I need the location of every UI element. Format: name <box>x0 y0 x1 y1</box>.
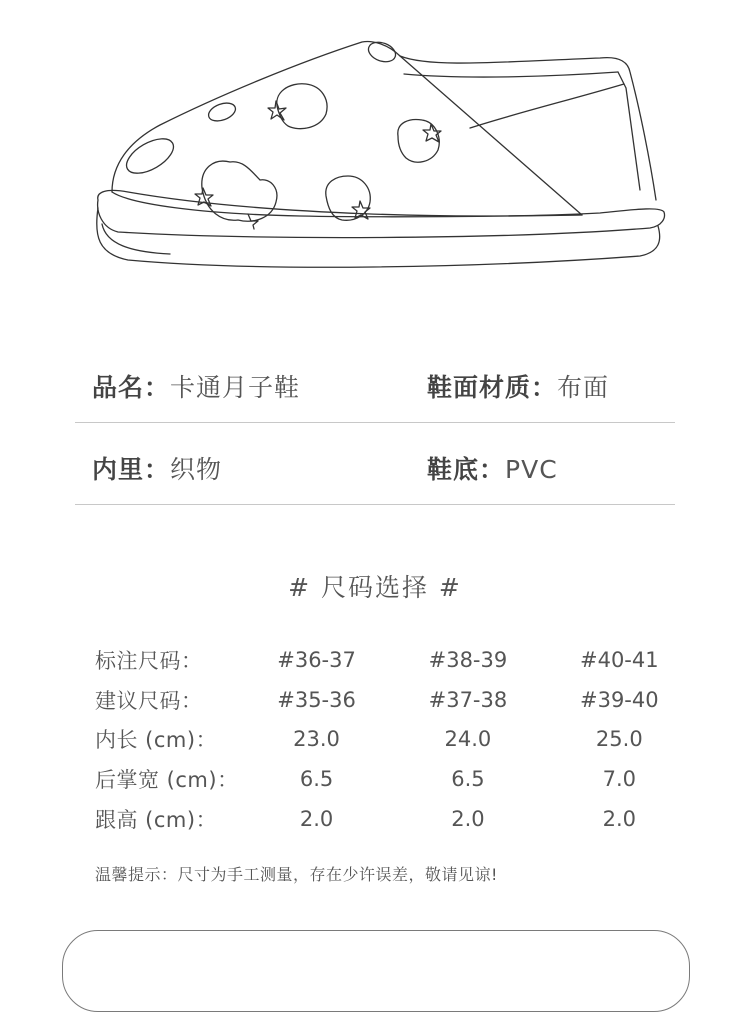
shoe-heel <box>400 56 656 200</box>
spec-value: 布面 <box>557 373 610 402</box>
shoe-dot <box>277 84 327 129</box>
spec-value: PVC <box>505 455 558 484</box>
spec-sole <box>427 450 558 486</box>
table-row <box>95 640 695 680</box>
shoe-dot <box>121 132 179 181</box>
spec-value: 织物 <box>170 455 223 484</box>
size-cell: 23.0 <box>293 727 340 752</box>
shoe-illustration <box>0 0 750 300</box>
shoe-dot <box>206 100 238 125</box>
shoe-dot <box>366 39 398 65</box>
size-cell: 25.0 <box>595 727 643 752</box>
size-section-title: # 尺码选择 # <box>288 573 462 602</box>
spec-upper-material <box>427 368 609 404</box>
table-row <box>95 759 695 799</box>
shoe-dot <box>398 120 439 163</box>
size-row-label: 建议尺码： <box>95 688 203 713</box>
spec-product-name <box>92 368 300 404</box>
size-cell: #39-40 <box>579 687 659 712</box>
size-note: 温馨提示：尺寸为手工测量，存在少许误差，敬请见谅! <box>95 865 498 884</box>
table-row <box>95 799 695 839</box>
spec-value: 卡通月子鞋 <box>170 373 301 402</box>
table-row <box>95 720 695 760</box>
size-table <box>95 640 695 839</box>
spec-label: 品名： <box>92 373 171 402</box>
size-row-label: 内长 (cm)： <box>95 728 218 753</box>
next-section-frame <box>62 930 690 1012</box>
shoe-sole <box>98 190 665 237</box>
size-cell: #36-37 <box>277 647 356 672</box>
size-cell: #35-36 <box>277 687 356 712</box>
table-row <box>95 680 695 720</box>
size-row-label: 跟高 (cm)： <box>95 808 218 833</box>
shoe-star <box>268 101 286 120</box>
size-row-label: 标注尺码： <box>95 648 203 673</box>
shoe-dot <box>202 161 277 221</box>
size-cell: 24.0 <box>444 727 492 752</box>
spec-row <box>75 340 675 423</box>
size-cell: 6.5 <box>299 767 334 792</box>
shoe-star <box>423 124 441 142</box>
size-cell: #40-41 <box>579 647 659 672</box>
shoe-upper <box>112 42 582 215</box>
size-cell: 6.5 <box>451 767 485 792</box>
size-cell: #38-39 <box>428 647 508 672</box>
size-cell: #37-38 <box>428 687 508 712</box>
spec-row <box>75 422 675 505</box>
spec-lining <box>92 450 222 486</box>
spec-label: 内里： <box>92 455 171 484</box>
size-cell: 2.0 <box>451 807 485 832</box>
size-cell: 7.0 <box>602 767 636 792</box>
spec-label: 鞋底： <box>427 455 506 484</box>
size-row-label: 后掌宽 (cm)： <box>95 768 239 793</box>
spec-label: 鞋面材质： <box>427 373 558 402</box>
size-cell: 2.0 <box>602 807 636 832</box>
size-cell: 2.0 <box>299 807 334 832</box>
